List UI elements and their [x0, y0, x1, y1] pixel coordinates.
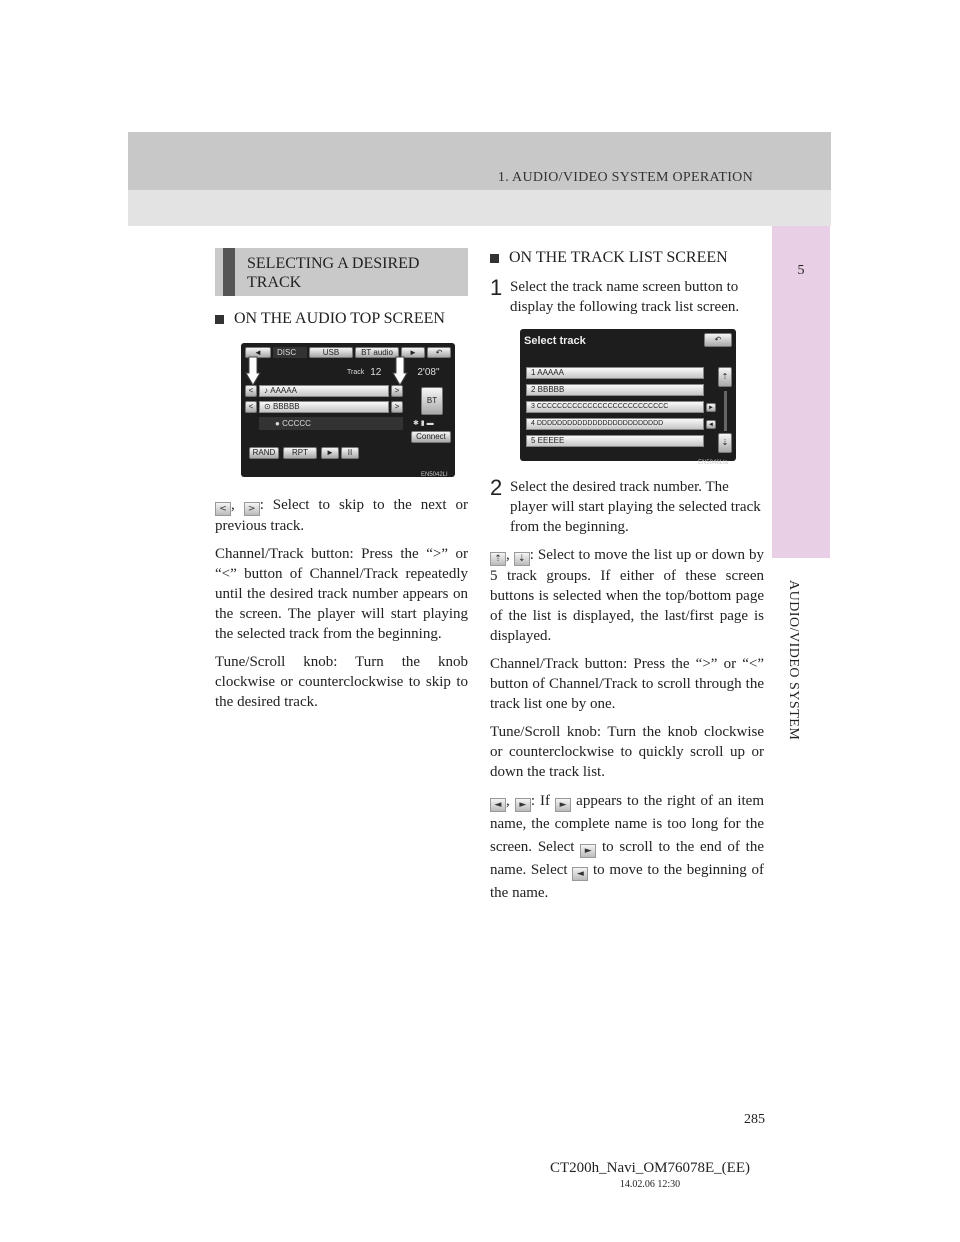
subheading-audio-top: ON THE AUDIO TOP SCREEN	[215, 309, 468, 329]
step-text: Select the desired track number. The player will start playing the selected track from the beginning.	[510, 479, 761, 535]
square-bullet-icon	[215, 315, 224, 324]
scroll-right-button-icon: ►	[555, 798, 571, 812]
connect-button-image: Connect	[411, 431, 451, 443]
page-up-icon: ⇡	[718, 367, 732, 387]
page-up-button-icon: ⇡	[490, 552, 506, 566]
left-column	[215, 248, 468, 712]
play-icon: ►	[321, 447, 339, 459]
scroll-right-button-icon: ►	[580, 844, 596, 858]
section-title-box	[215, 248, 468, 296]
list-item: 2 BBBBB	[526, 384, 704, 396]
return-icon: ↶	[427, 347, 451, 358]
return-icon: ↶	[704, 333, 732, 347]
prev-album-icon: <	[245, 401, 257, 413]
scroll-right-icon: ►	[706, 403, 716, 412]
image-code: EN5042LI	[421, 472, 448, 478]
chapter-tab	[772, 226, 830, 558]
square-bullet-icon	[490, 254, 499, 263]
chapter-label-text: AUDIO/VIDEO SYSTEM	[786, 580, 801, 741]
next-button-icon: >	[244, 502, 260, 516]
page-number: 285	[744, 1112, 765, 1127]
scroll-name-description: ◄ , ► : If ► appears to the right of an item name, the complete name is too long for the screen. Select ► to scroll to the end of the name. Select ◄ to move to the beginning of the name.	[490, 793, 765, 901]
prev-track-icon: <	[245, 385, 257, 397]
list-item: 4 DDDDDDDDDDDDDDDDDDDDDDDDD	[526, 418, 704, 430]
audio-top-screen-image	[241, 343, 455, 477]
row-track-name: ♪ AAAAA	[259, 385, 389, 397]
back-arrow-icon: ◄	[245, 347, 271, 358]
document-id: CT200h_Navi_OM76078E_(EE)	[550, 1160, 750, 1176]
scroll-left-button-icon: ◄	[572, 867, 588, 881]
subheading-track-list: ON THE TRACK LIST SCREEN	[490, 248, 764, 268]
list-item: 3 CCCCCCCCCCCCCCCCCCCCCCCCCC	[526, 401, 704, 413]
tune-scroll-description: Tune/Scroll knob: Turn the knob clockwise or counterclockwise to quickly scroll up or down the track list.	[490, 724, 764, 780]
next-track-icon: >	[391, 385, 403, 397]
header-title: 1. AUDIO/VIDEO SYSTEM OPERATION	[497, 170, 753, 185]
image-code: EN5046LIa	[698, 460, 729, 466]
scroll-right-button-icon: ►	[515, 798, 531, 812]
row-album-name: ⊙ BBBBB	[259, 401, 389, 413]
rand-button-image: RAND	[249, 447, 279, 459]
chapter-number: 5	[797, 263, 805, 278]
section-title: SELECTING A DESIRED TRACK	[247, 255, 420, 291]
list-item: 5 EEEEE	[526, 435, 704, 447]
down-arrow-icon	[246, 357, 260, 385]
list-item: 1 AAAAA	[526, 367, 704, 379]
scrollbar-track	[724, 391, 727, 431]
prev-button-icon: <	[215, 502, 231, 516]
next-album-icon: >	[391, 401, 403, 413]
track-list-screen-image	[520, 329, 736, 466]
forward-arrow-icon: ►	[401, 347, 425, 358]
step-number: 1	[490, 275, 503, 300]
step-number: 2	[490, 475, 503, 500]
tab-disc: DISC	[273, 347, 307, 358]
channel-track-description: Channel/Track button: Press the “>” or “<” button of Channel/Track to scroll through the track list one by one.	[490, 656, 764, 712]
step-text: Select the track name screen button to display the following track list screen.	[510, 279, 740, 315]
row-artist-name: ● CCCCC	[259, 417, 403, 430]
page-down-icon: ⇣	[718, 433, 732, 453]
track-info: Track 12 2'08"	[305, 365, 445, 381]
page-header	[128, 132, 831, 226]
step-1	[490, 277, 764, 317]
channel-track-description: Channel/Track button: Press the “>” or “<” button of Channel/Track repeatedly until the desired track number appears on the screen. The player will start playing the selected track from the beginning.	[215, 546, 468, 642]
tab-bt-audio: BT audio	[355, 347, 399, 358]
chapter-label	[775, 580, 827, 840]
skip-description: < , > : Select to skip to the next or previous track.	[215, 497, 468, 534]
scroll-left-button-icon: ◄	[490, 798, 506, 812]
right-column	[490, 248, 764, 905]
rpt-button-image: RPT	[283, 447, 317, 459]
page-footer	[520, 1160, 780, 1190]
pause-icon: II	[341, 447, 359, 459]
tab-usb: USB	[309, 347, 353, 358]
signal-battery-icon: ✱ ▮ ▬	[413, 419, 451, 429]
scroll-left-icon: ◄	[706, 420, 716, 429]
screen-title: Select track	[524, 333, 690, 349]
page-down-button-icon: ⇣	[514, 552, 530, 566]
down-arrow-icon	[393, 357, 407, 385]
page-up-down-description: ⇡ , ⇣ : Select to move the list up or down by 5 track groups. If either of these screen buttons is selected when the top/bottom page of the list is displayed, the last/first page is displayed.	[490, 547, 764, 644]
print-date: 14.02.06 12:30	[619, 1179, 681, 1190]
tune-scroll-description: Tune/Scroll knob: Turn the knob clockwise or counterclockwise to skip to the desired track.	[215, 654, 468, 710]
bt-device-icon: BT	[421, 387, 443, 415]
step-2	[490, 477, 764, 537]
